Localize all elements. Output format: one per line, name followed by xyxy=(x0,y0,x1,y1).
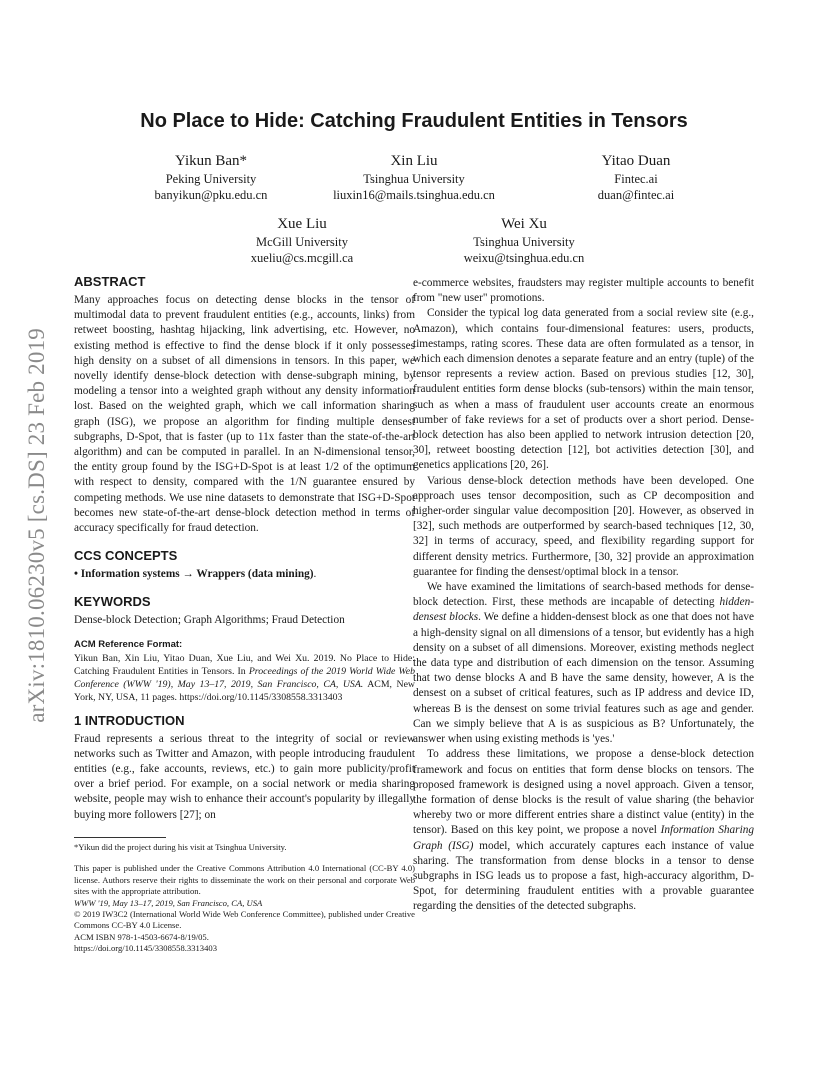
emphasized-term: hidden-densest blocks xyxy=(413,596,754,624)
author-affiliation: Peking University xyxy=(165,172,257,186)
left-column xyxy=(74,274,415,955)
author-block xyxy=(409,214,639,266)
author-block xyxy=(96,151,326,203)
author-affiliation: McGill University xyxy=(255,235,348,249)
author-name: Wei Xu xyxy=(501,216,547,232)
author-block xyxy=(299,151,529,203)
author-email: xueliu@cs.mcgill.ca xyxy=(250,251,354,265)
acm-ref-authors: Yikun Ban, Xin Liu, Yitao Duan, Xue Liu, and Wei Xu. 2019. No Place to Hide: Catching Fraudulent Entities in Tensors. In xyxy=(74,652,415,678)
emphasized-term: Information Sharing Graph (ISG) xyxy=(413,824,755,852)
author-block xyxy=(521,151,751,203)
copyright-footnote: © 2019 IW3C2 (International World Wide Web Conference Committee), published under Creative Commons CC-BY 4.0 License. xyxy=(74,908,415,931)
conference-info: WWW '19, May 13–17, 2019, San Francisco, CA, USA xyxy=(74,897,263,908)
ccs-concept: • Information systems → Wrappers (data mining) xyxy=(74,568,314,581)
ccs-heading: CCS CONCEPTS xyxy=(74,548,178,564)
author-email: banyikun@pku.edu.cn xyxy=(154,188,268,202)
author-name: Yikun Ban* xyxy=(174,153,248,169)
right-paragraph xyxy=(413,747,754,914)
arxiv-sidebar-stamp xyxy=(22,290,52,760)
author-block xyxy=(187,214,417,266)
right-paragraph: Various dense-block detection methods have been developed. One approach uses tensor decomposition, such as CP decomposition and higher-order singular value decomposition [20]. However, as observed in [32], such methods are outperformed by search-based techniques [12, 30, 32] in terms of accuracy, speed, and flexibility regarding support for different density metrics. Furthermore, [30, 32] provide an approximation guarantee for finding the densest/optimal block in a tensor. xyxy=(413,474,754,578)
author-affiliation: Tsinghua University xyxy=(363,172,465,186)
author-affiliation: Fintec.ai xyxy=(614,172,658,186)
ccs-tail: . xyxy=(313,568,317,581)
license-footnote: This paper is published under the Creative Commons Attribution 4.0 International (CC-BY 4.0) license. Authors reserve their rights to disseminate the work on their personal and corporate Web sites with the appropriate attribution. xyxy=(74,863,415,897)
acm-reference-heading: ACM Reference Format: xyxy=(74,638,183,650)
keywords-text: Dense-block Detection; Graph Algorithms; Fraud Detection xyxy=(74,614,345,627)
acm-ref-venue: Proceedings of the 2019 World Wide Web Conference (WWW '19), May 13–17, 2019, San Francisco, CA, USA. xyxy=(74,666,415,691)
ccs-text xyxy=(74,567,415,582)
keywords-heading: KEYWORDS xyxy=(74,594,151,610)
paragraph-text: To address these limitations, we propose a dense-block detection framework and focus on entities that form dense blocks on tensors. The proposed framework is designed using a novel approach. Given a tensor, the formation of dense blocks is the result of value sharing (the behavior whereby two or more different entries share a distinct value (entity) in the tensor). Based on this key point, we propose a novel xyxy=(413,748,754,837)
author-name: Xin Liu xyxy=(390,153,438,169)
right-column xyxy=(413,276,754,915)
abstract-text: Many approaches focus on detecting dense blocks in the tensor of multimodal data to prevent fraudulent entities (e.g., accounts, links) from retweet boosting, hashtag hijacking, link advertising, etc. However, no existing method is effective to find the dense block if it only possesses high density on a subset of all dimensions in tensors. In this paper, we novelly identify dense-block detection with dense-subgraph mining, by modeling a tensor into a weighted graph without any density information lost. Based on the weighted graph, which we call information sharing graph (ISG), we propose an algorithm for finding multiple densest subgraphs, D-Spot, that is faster (up to 11x faster than the state-of-the-art algorithm) and can be computed in parallel. In an N-dimensional tensor, the entity group found by the ISG+D-Spot is at least 1/2 of the optimum with respect to density, compared with the 1/N guarantee ensured by competing methods. We use nine datasets to demonstrate that ISG+D-Spot becomes new state-of-the-art dense-block detection method in terms of accuracy specifically for fraud detection. xyxy=(74,294,415,535)
author-name: Xue Liu xyxy=(277,216,327,232)
author-email: liuxin16@mails.tsinghua.edu.cn xyxy=(333,188,495,202)
abstract-heading: ABSTRACT xyxy=(74,274,146,289)
right-paragraph-continued: e-commerce websites, fraudsters may register multiple accounts to benefit from "new user" promotions. xyxy=(413,277,754,305)
acm-ref-publisher: ACM, New York, NY, USA, 11 pages. https://doi.org/10.1145/3308558.3313403 xyxy=(74,679,415,704)
author-footnote: *Yikun did the project during his visit at Tsinghua University. xyxy=(74,841,287,852)
footnote-divider xyxy=(74,837,166,838)
isbn-footnote: ACM ISBN 978-1-4503-6674-8/19/05. xyxy=(74,931,209,942)
arxiv-identifier: arXiv:1810.06230v5 [cs.DS] 23 Feb 2019 xyxy=(24,327,49,723)
conference-footnote xyxy=(74,898,415,909)
right-paragraph xyxy=(413,580,754,747)
author-email: duan@fintec.ai xyxy=(597,188,675,202)
author-email: weixu@tsinghua.edu.cn xyxy=(463,251,585,265)
right-paragraph: Consider the typical log data generated from a social review site (e.g., Amazon), which contains four-dimensional features: users, products, timestamps, rating scores. These data are often formulated as a tensor, in which each dimension denotes a separate feature and an entry (tuple) of the tensor represents a review action. Based on previous studies [12, 30], fraudulent entities form dense blocks (sub-tensors) within the main tensor, such as when a mass of fraudulent user accounts create an enormous number of fake reviews for a set of products over a short period. Dense-block detection has also been applied to network intrusion detection [20, 30], retweet boosting detection [12], bot activities detection [30], and genetics applications [20, 26]. xyxy=(413,307,754,472)
author-affiliation: Tsinghua University xyxy=(473,235,575,249)
paragraph-text: . We define a hidden-densest block as one that does not have a high-density signal on all dimensions of a tensor, but evidently has a high density on a subset of all dimensions. Moreover, existing methods neglect the data type and distribution of each dimension on the tensor. Assuming that two dense blocks A and B have the same density, however, A is the densest on a subset of critical features, such as IP address and device ID, whereas B is the densest on some trivial features such as age and gender. Can we simply believe that A is as suspicious as B? Unfortunately, the answer when using existing methods is 'yes.' xyxy=(413,611,754,746)
author-name: Yitao Duan xyxy=(601,153,671,169)
introduction-heading: 1 INTRODUCTION xyxy=(74,712,185,728)
paper-title: No Place to Hide: Catching Fraudulent Entities in Tensors xyxy=(140,110,688,132)
acm-reference-text xyxy=(74,652,415,705)
paragraph-text: We have examined the limitations of search-based methods for dense-block detection. First, these methods are incapable of detecting xyxy=(413,581,754,609)
paragraph-text: model, which accurately captures each instance of value sharing. The transformation from dense blocks in a tensor to dense subgraphs in ISG leads us to propose a fast, high-accuracy algorithm, D-Spot, for determining fraudulent entities with a provable guarantee regarding the densities of the detected subgraphs. xyxy=(413,839,754,913)
doi-footnote: https://doi.org/10.1145/3308558.3313403 xyxy=(74,943,217,954)
introduction-paragraph: Fraud represents a serious threat to the integrity of social or review networks such as Twitter and Amazon, with people introducing fraudulent entities (e.g., fake accounts, reviews, etc.) to gain more publicity/profit over a brief period. For example, on a social network or media sharing website, people may wish to enhance their account's popularity by illegally buying more followers [27]; on xyxy=(74,732,415,821)
